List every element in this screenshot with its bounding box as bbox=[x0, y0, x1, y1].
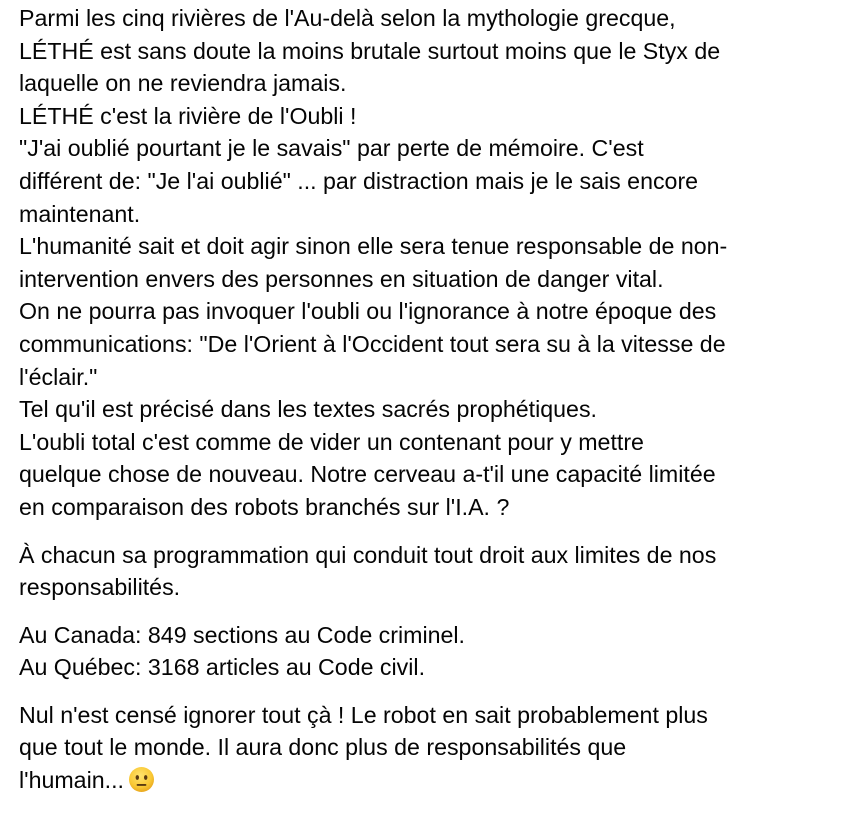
text-line: L'oubli total c'est comme de vider un contenant pour y mettre bbox=[19, 428, 644, 455]
text-line: LÉTHÉ c'est la rivière de l'Oubli ! bbox=[19, 102, 357, 129]
text-line: différent de: "Je l'ai oublié" ... par distraction mais je le sais encore bbox=[19, 167, 699, 194]
text-line: À chacun sa programmation qui conduit tout droit aux limites de nos bbox=[19, 541, 717, 568]
post-body bbox=[19, 2, 849, 817]
text-line: Nul n'est censé ignorer tout çà ! Le robot en sait probablement plus bbox=[19, 701, 708, 728]
text-line: Parmi les cinq rivières de l'Au-delà selon la mythologie grecque, bbox=[19, 5, 676, 31]
text-line-with-emoji bbox=[19, 764, 849, 802]
text-line: maintenant. bbox=[19, 200, 141, 227]
text-line: l'éclair." bbox=[19, 363, 98, 390]
text-line: l'humain... bbox=[19, 767, 124, 794]
text-line: Tel qu'il est précisé dans les textes sacrés prophétiques. bbox=[19, 396, 597, 423]
text-line: laquelle on ne reviendra jamais. bbox=[19, 70, 347, 97]
paragraph-codes bbox=[19, 619, 849, 684]
paragraph-programmation bbox=[19, 539, 849, 604]
text-line: quelque chose de nouveau. Notre cerveau a-t'il une capacité limitée bbox=[19, 461, 716, 488]
text-line: Au Québec: 3168 articles au Code civil. bbox=[19, 654, 426, 681]
text-line: LÉTHÉ est sans doute la moins brutale surtout moins que le Styx de bbox=[19, 37, 721, 64]
text-line: "J'ai oublié pourtant je le savais" par perte de mémoire. C'est bbox=[19, 135, 644, 162]
text-line: intervention envers des personnes en situation de danger vital. bbox=[19, 265, 664, 292]
text-line: On ne pourra pas invoquer l'oubli ou l'ignorance à notre époque des bbox=[19, 298, 717, 325]
text-line: responsabilités. bbox=[19, 574, 181, 601]
text-line: Au Canada: 849 sections au Code criminel. bbox=[19, 621, 465, 648]
neutral-face-emoji-icon bbox=[128, 766, 155, 802]
paragraph-lethe bbox=[19, 2, 849, 524]
paragraph-conclusion bbox=[19, 699, 849, 802]
text-line: L'humanité sait et doit agir sinon elle sera tenue responsable de non- bbox=[19, 233, 728, 260]
text-line: communications: "De l'Orient à l'Occident tout sera su à la vitesse de bbox=[19, 330, 726, 357]
text-line: que tout le monde. Il aura donc plus de responsabilités que bbox=[19, 734, 627, 761]
text-line: en comparaison des robots branchés sur l'I.A. ? bbox=[19, 493, 510, 520]
